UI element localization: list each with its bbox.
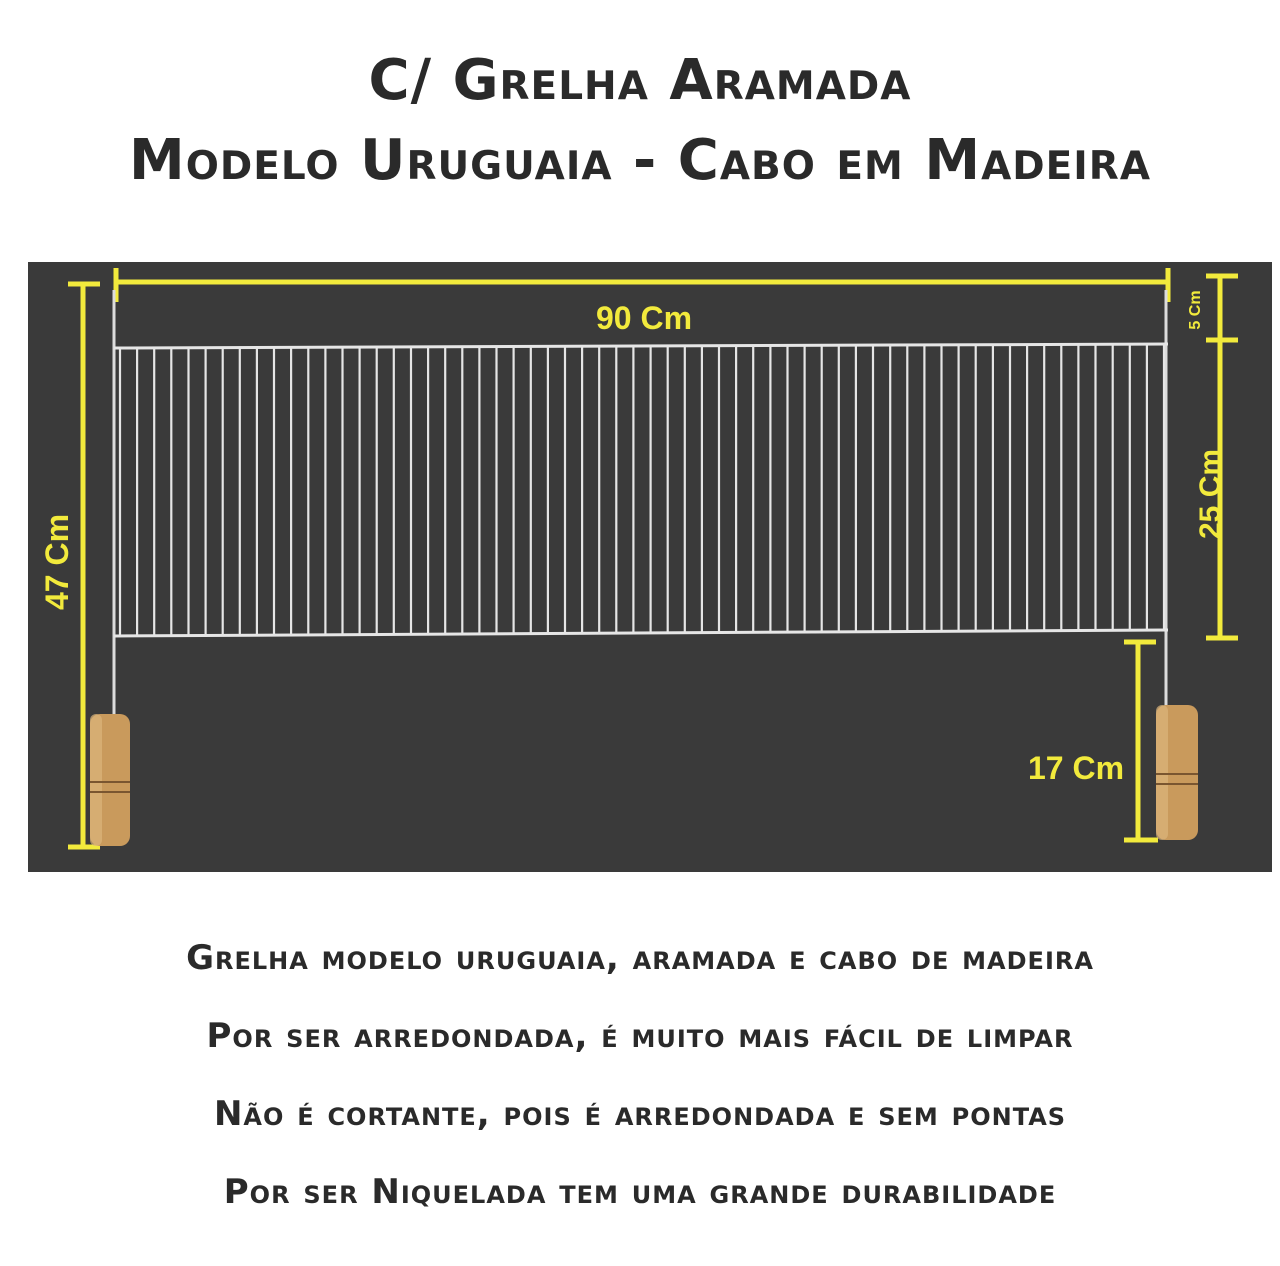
grid-height-label: 25 Cm xyxy=(1194,448,1227,540)
total-height-label: 47 Cm xyxy=(39,513,75,611)
feature-line: Não é cortante, pois é arredondada e sem pontas xyxy=(213,1094,1067,1134)
title-line-2: Modelo Uruguaia - Cabo em Madeira xyxy=(128,128,1152,193)
feature-line: Por ser arredondada, é muito mais fácil de limpar xyxy=(206,1016,1074,1056)
wire-grid xyxy=(114,344,1168,636)
width-label: 90 Cm xyxy=(595,300,693,336)
top-gap-dimension xyxy=(1206,276,1238,340)
feature-line: Grelha modelo uruguaia, aramada e cabo de madeira xyxy=(186,938,1094,978)
left-wood-handle xyxy=(90,714,130,846)
right-wood-handle xyxy=(1156,705,1198,840)
title-line-1: C/ Grelha Aramada xyxy=(368,48,912,113)
width-dimension xyxy=(116,268,1168,302)
side-rods xyxy=(114,290,1166,717)
feature-line: Por ser Niquelada tem uma grande durabilidade xyxy=(223,1172,1057,1212)
top-gap-label: 5 Cm xyxy=(1187,290,1204,330)
product-image-panel xyxy=(28,262,1272,872)
handle-length-dimension xyxy=(1124,642,1158,840)
handle-length-label: 17 Cm xyxy=(1027,750,1125,786)
grill-illustration xyxy=(28,262,1272,872)
